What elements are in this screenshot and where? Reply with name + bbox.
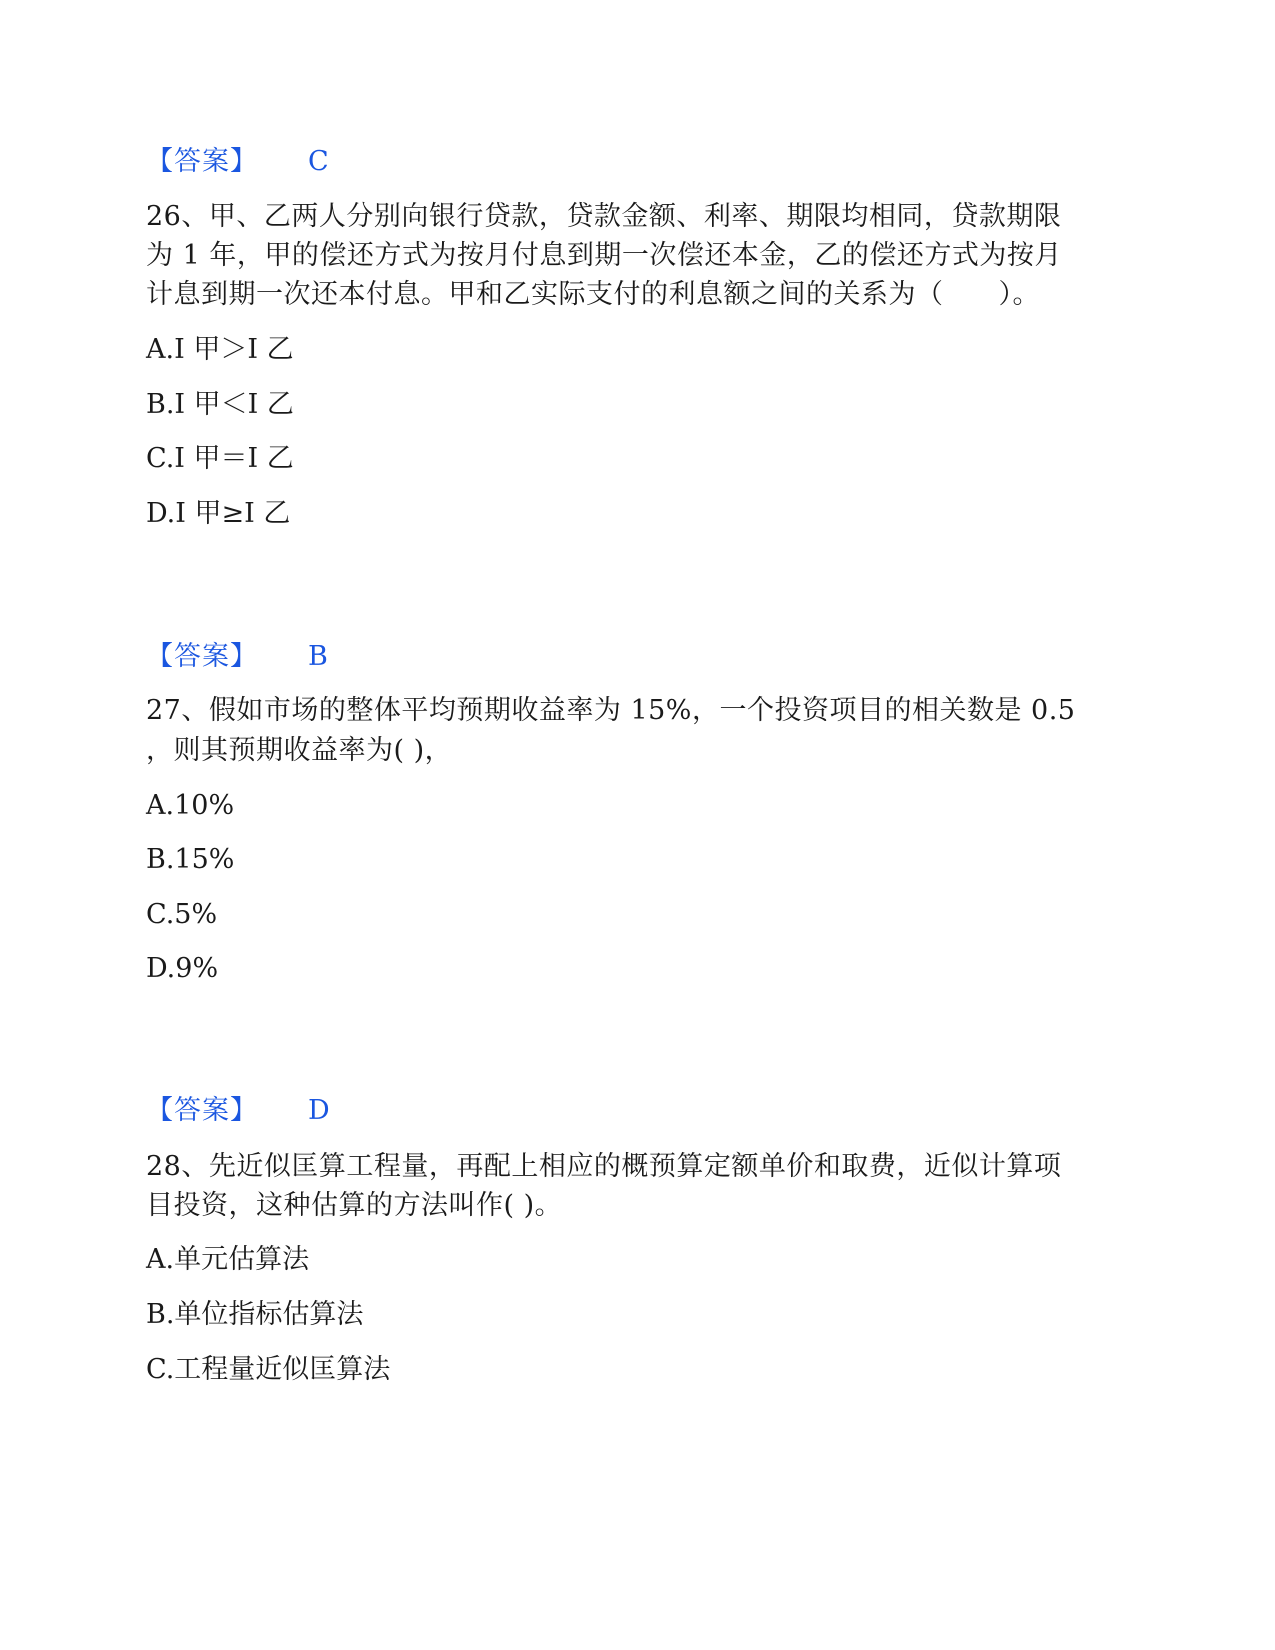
question-text-line: ，则其预期收益率为( )，	[146, 735, 453, 766]
option-b: B.单位指标估算法	[146, 1299, 364, 1330]
option-c: C.5%	[146, 899, 218, 930]
answer-value: B	[308, 641, 328, 672]
question-text-line: 为 1 年，甲的偿还方式为按月付息到期一次偿还本金，乙的偿还方式为按月	[146, 240, 1062, 271]
option-d: D.I 甲≥I 乙	[146, 498, 291, 529]
question-text-line: 28、先近似匡算工程量，再配上相应的概预算定额单价和取费，近似计算项	[146, 1151, 1062, 1182]
option-a: A.单元估算法	[146, 1244, 310, 1275]
answer-label: 【答案】	[146, 641, 258, 672]
answer-value: D	[308, 1095, 330, 1126]
answer-label: 【答案】	[146, 146, 258, 177]
answer-value: C	[308, 146, 329, 177]
option-a: A.10%	[146, 790, 235, 821]
option-b: B.I 甲＜I 乙	[146, 389, 294, 420]
answer-line-2	[146, 643, 328, 670]
question-text-line: 目投资，这种估算的方法叫作( )。	[146, 1190, 563, 1221]
question-text-line: 计息到期一次还本付息。甲和乙实际支付的利息额之间的关系为（ ）。	[146, 279, 1040, 310]
question-text-line: 27、假如市场的整体平均预期收益率为 15%，一个投资项目的相关数是 0.5	[146, 695, 1076, 726]
question-text-line: 26、甲、乙两人分别向银行贷款，贷款金额、利率、期限均相同，贷款期限	[146, 201, 1062, 232]
option-d: D.9%	[146, 953, 219, 984]
option-b: B.15%	[146, 844, 235, 875]
answer-label: 【答案】	[146, 1095, 258, 1126]
option-a: A.I 甲＞I 乙	[146, 334, 294, 365]
option-c: C.工程量近似匡算法	[146, 1354, 391, 1385]
option-c: C.I 甲＝I 乙	[146, 443, 294, 474]
answer-line-1	[146, 148, 329, 175]
answer-line-3	[146, 1097, 330, 1124]
